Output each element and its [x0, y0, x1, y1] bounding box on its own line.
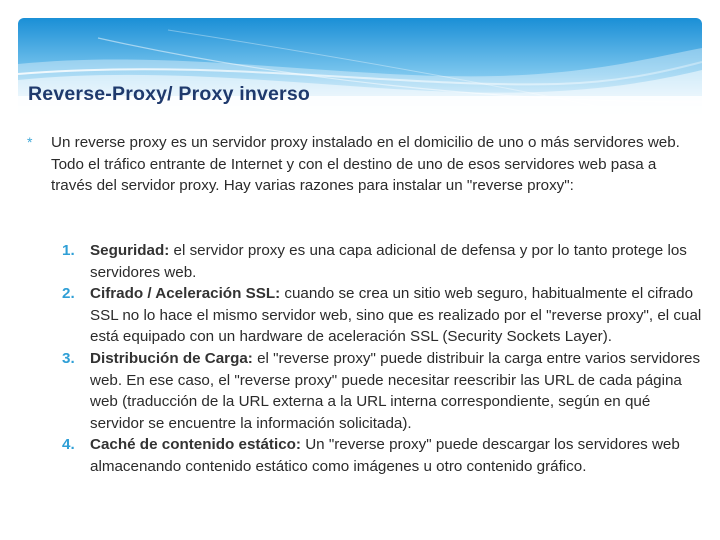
- list-number: 3.: [62, 349, 75, 367]
- list-term: Distribución de Carga:: [90, 349, 253, 367]
- list-item: [62, 434, 702, 477]
- list-term: Seguridad:: [90, 242, 170, 259]
- list-term: Caché de contenido estático:: [90, 436, 301, 454]
- bullet-symbol: *: [27, 134, 33, 150]
- list-text: Un "reverse proxy" puede descargar los servidores web almacenando contenido estático como imágenes u otro contenido gráfico.: [90, 436, 680, 475]
- list-item: [62, 283, 702, 348]
- list-item: [62, 240, 702, 283]
- list-number: 2.: [62, 285, 75, 303]
- list-text: el servidor proxy es una capa adicional de defensa y por lo tanto protege los servidores web.: [90, 242, 687, 281]
- list-number: 1.: [62, 242, 75, 259]
- list-text: cuando se crea un sitio web seguro, habitualmente el cifrado SSL no lo hace el mismo servidor web, sino que es realizado por el "reverse proxy", el cual está equipado con un hardware de aceleración SSL (Security Sockets Layer).: [90, 285, 702, 346]
- slide-title: Reverse-Proxy/ Proxy inverso: [28, 83, 310, 105]
- list-number: 4.: [62, 436, 75, 454]
- intro-paragraph: Un reverse proxy es un servidor proxy instalado en el domicilio de uno o más servidores web. Todo el tráfico entrante de Internet y con el destino de uno de esos servidores web pasa a través del servidor proxy. Hay varias razones para instalar un "reverse proxy":: [51, 134, 680, 195]
- list-text: el "reverse proxy" puede distribuir la carga entre varios servidores web. En ese caso, el "reverse proxy" puede necesitar reescribir las URL de cada página web (traducción de la URL externa a la URL interna correspondiente, según en qué servidor se encuentre la información solicitada).: [90, 349, 701, 432]
- list-item: [62, 348, 702, 434]
- reasons-list: [62, 240, 702, 478]
- list-term: Cifrado / Aceleración SSL:: [90, 285, 281, 303]
